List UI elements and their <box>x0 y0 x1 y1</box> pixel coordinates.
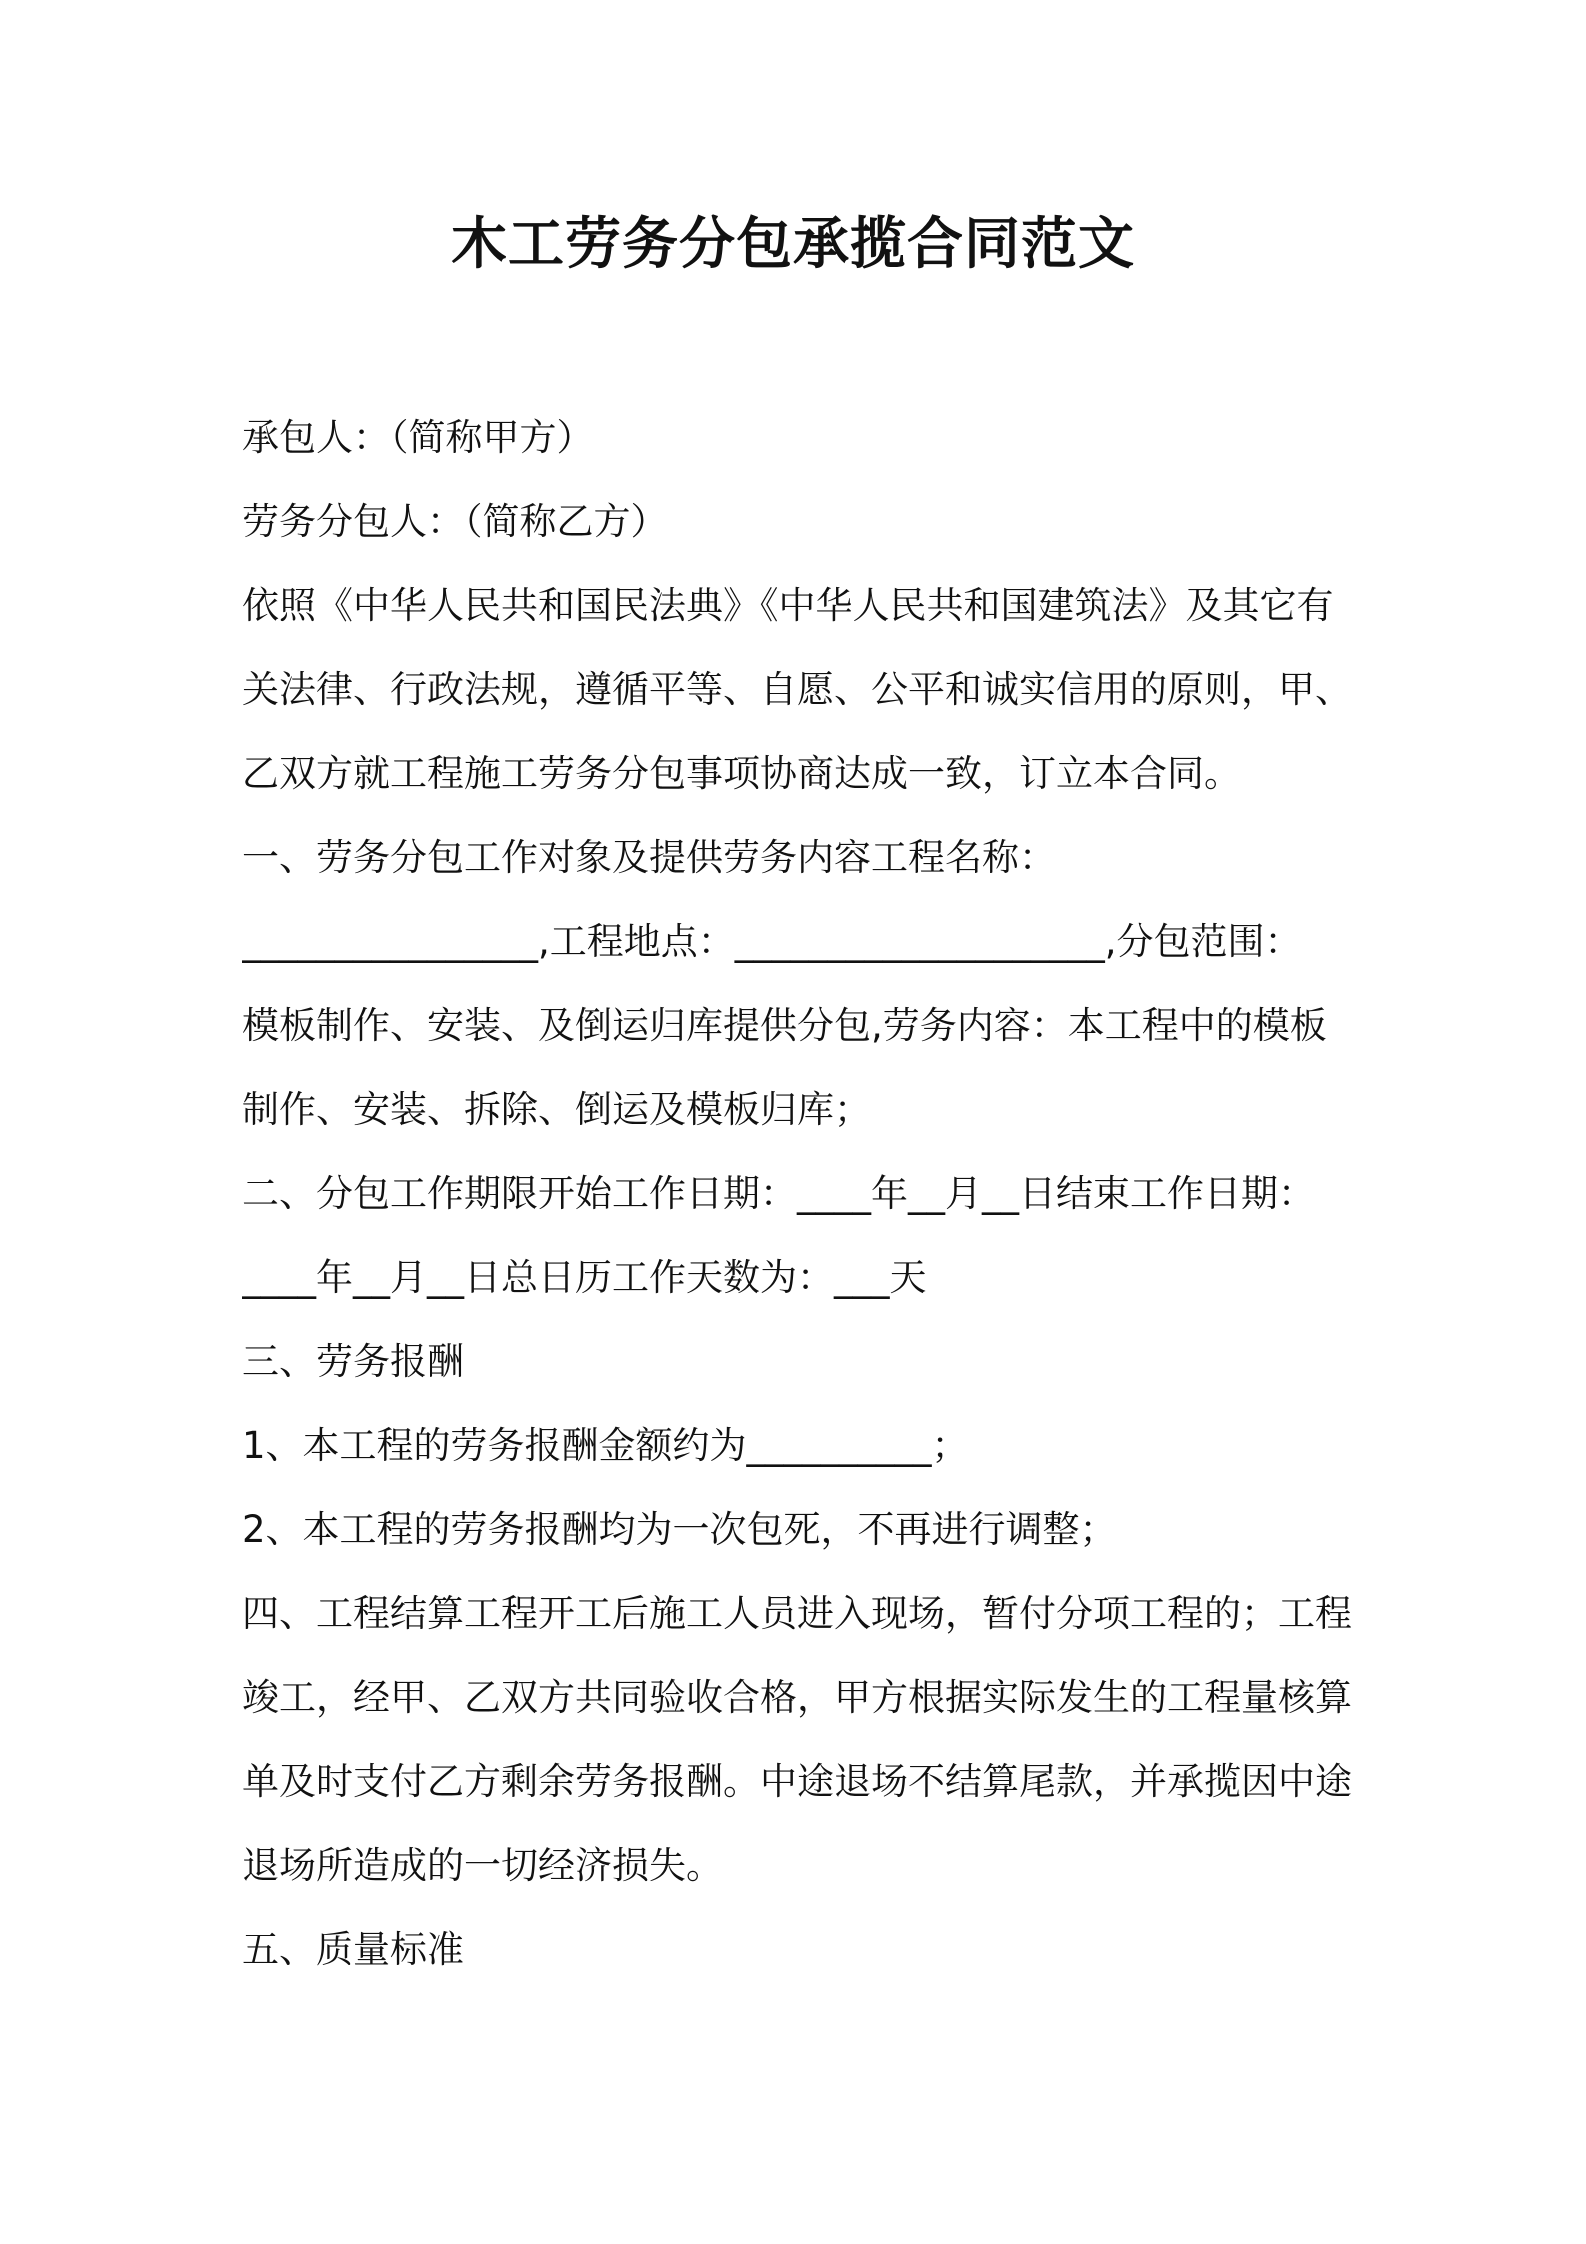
section-4-line: 竣工，经甲、乙双方共同验收合格，甲方根据实际发生的工程量核算 <box>242 1676 1352 1719</box>
party-a-line: 承包人：（简称甲方） <box>242 416 594 459</box>
preamble-line: 关法律、行政法规，遵循平等、自愿、公平和诚实信用的原则，甲、 <box>242 668 1352 711</box>
document-body <box>242 396 1362 1992</box>
section-1-heading: 一、劳务分包工作对象及提供劳务内容工程名称： <box>242 836 1056 879</box>
section-4-line: 四、工程结算工程开工后施工人员进入现场，暂付分项工程的；工程 <box>242 1592 1352 1635</box>
section-2-heading: 二、分包工作期限开始工作日期：____年__月__日结束工作日期： <box>242 1172 1315 1215</box>
document-title: 木工劳务分包承揽合同范文 <box>451 212 1135 277</box>
section-1-line: 模板制作、安装、及倒运归库提供分包,劳务内容：本工程中的模板 <box>242 1004 1327 1047</box>
section-4-line: 退场所造成的一切经济损失。 <box>242 1844 723 1887</box>
section-3-item: 2、本工程的劳务报酬均为一次包死，不再进行调整； <box>242 1508 1117 1551</box>
section-3-item: 1、本工程的劳务报酬金额约为__________； <box>242 1424 969 1467</box>
section-4-line: 单及时支付乙方剩余劳务报酬。中途退场不结算尾款，并承揽因中途 <box>242 1760 1352 1803</box>
section-1-line: ________________,工程地点：____________________,分包范围： <box>242 920 1302 963</box>
preamble-line: 依照《中华人民共和国民法典》《中华人民共和国建筑法》及其它有 <box>242 584 1334 627</box>
section-2-line: ____年__月__日总日历工作天数为：___天 <box>242 1256 927 1299</box>
section-3-heading: 三、劳务报酬 <box>242 1340 464 1383</box>
preamble-line: 乙双方就工程施工劳务分包事项协商达成一致，订立本合同。 <box>242 752 1241 795</box>
section-5-heading: 五、质量标准 <box>242 1928 464 1971</box>
party-b-line: 劳务分包人：（简称乙方） <box>242 500 668 543</box>
section-1-line: 制作、安装、拆除、倒运及模板归库； <box>242 1088 871 1131</box>
